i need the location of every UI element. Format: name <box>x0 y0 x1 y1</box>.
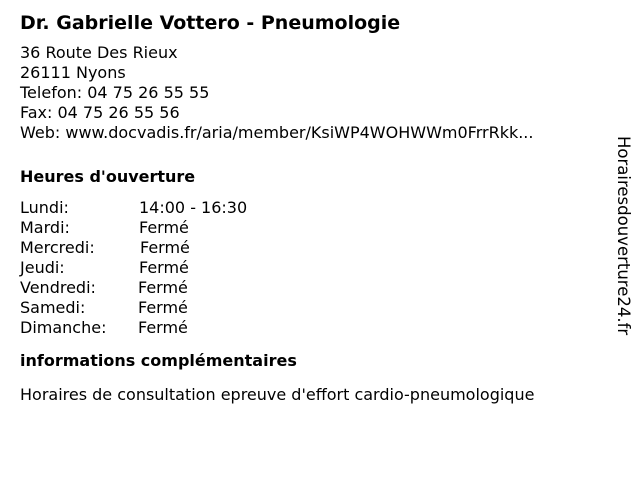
hours-row-thursday <box>20 258 610 278</box>
additional-info-text: Horaires de consultation epreuve d'effort cardio-pneumologique <box>20 385 535 404</box>
site-watermark: Horairesdouverture24.fr <box>614 136 633 336</box>
additional-info-heading: informations complémentaires <box>20 351 297 370</box>
hours-row-friday <box>20 278 610 298</box>
day-label: Mardi: <box>20 218 70 237</box>
hours-row-wednesday <box>20 238 610 258</box>
day-label: Jeudi: <box>20 258 65 277</box>
hours-value: Fermé <box>138 318 188 337</box>
hours-row-monday <box>20 198 610 218</box>
day-label: Dimanche: <box>20 318 107 337</box>
day-label: Lundi: <box>20 198 69 217</box>
hours-row-tuesday <box>20 218 610 238</box>
website-line: Web: www.docvadis.fr/aria/member/KsiWP4WOHWWm0FrrRkk... <box>20 123 534 142</box>
page-title: Dr. Gabrielle Vottero - Pneumologie <box>20 12 401 34</box>
hours-value: Fermé <box>140 238 190 257</box>
hours-row-saturday <box>20 298 610 318</box>
hours-value: Fermé <box>138 278 188 297</box>
day-label: Vendredi: <box>20 278 96 297</box>
opening-hours-list <box>20 198 610 338</box>
hours-value: Fermé <box>139 258 189 277</box>
address-block <box>20 43 610 143</box>
street-address: 36 Route Des Rieux <box>20 43 178 62</box>
practice-card <box>20 10 610 405</box>
fax-number: Fax: 04 75 26 55 56 <box>20 103 180 122</box>
day-label: Samedi: <box>20 298 86 317</box>
hours-value: Fermé <box>138 298 188 317</box>
hours-value: 14:00 - 16:30 <box>139 198 248 217</box>
opening-hours-heading: Heures d'ouverture <box>20 167 196 186</box>
day-label: Mercredi: <box>20 238 95 257</box>
hours-value: Fermé <box>139 218 189 237</box>
city-address: 26111 Nyons <box>20 63 126 82</box>
phone-number: Telefon: 04 75 26 55 55 <box>20 83 210 102</box>
hours-row-sunday <box>20 318 610 338</box>
